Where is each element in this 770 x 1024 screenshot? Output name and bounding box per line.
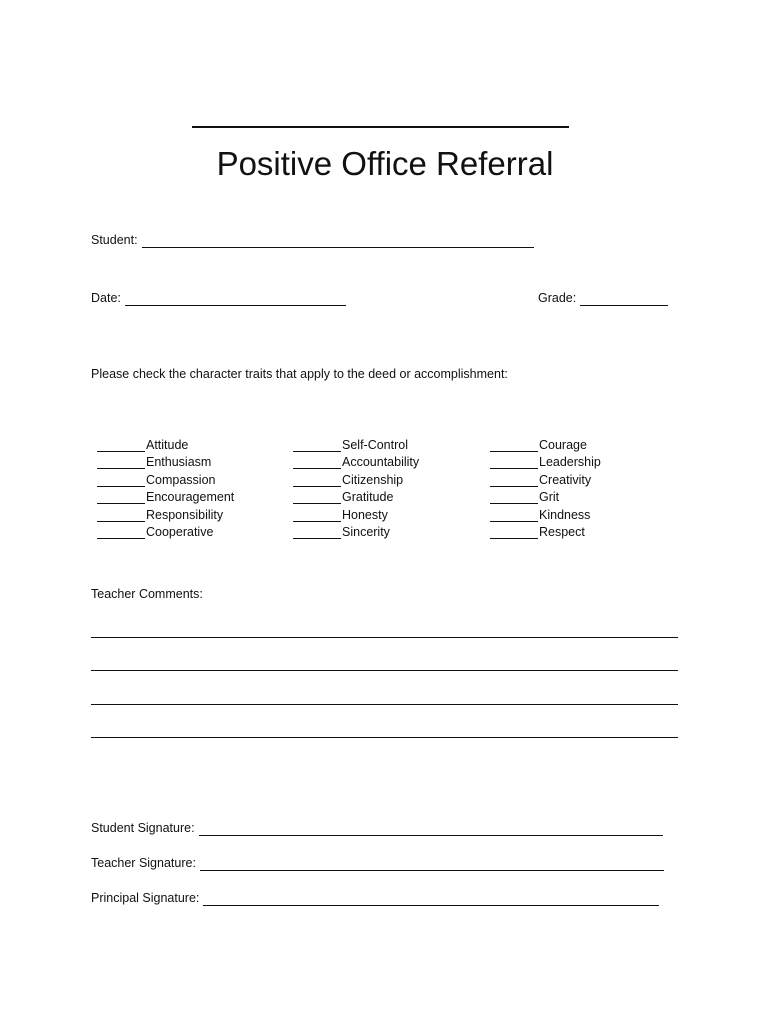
trait-check-line[interactable]	[97, 475, 145, 487]
grade-field	[538, 290, 668, 306]
trait-item	[97, 434, 234, 452]
trait-item	[293, 487, 419, 505]
trait-check-line[interactable]	[293, 527, 341, 539]
traits-column-1	[97, 434, 234, 539]
principal-signature-field	[91, 890, 659, 906]
student-field	[91, 232, 534, 248]
trait-check-line[interactable]	[490, 457, 538, 469]
trait-item	[293, 452, 419, 470]
date-input-line[interactable]	[125, 293, 346, 306]
trait-label: Honesty	[342, 507, 388, 522]
teacher-signature-field	[91, 855, 664, 871]
student-signature-line[interactable]	[199, 823, 663, 836]
trait-label: Respect	[539, 525, 585, 539]
trait-check-line[interactable]	[293, 475, 341, 487]
trait-item	[97, 469, 234, 487]
comment-line[interactable]	[91, 704, 678, 705]
trait-check-line[interactable]	[97, 510, 145, 522]
trait-label: Kindness	[539, 507, 591, 522]
trait-item	[293, 504, 419, 522]
trait-label: Cooperative	[146, 525, 214, 539]
trait-label: Compassion	[146, 472, 216, 487]
trait-label: Accountability	[342, 455, 420, 469]
student-signature-label: Student Signature:	[91, 821, 195, 835]
trait-label: Leadership	[539, 455, 601, 469]
trait-check-line[interactable]	[293, 492, 341, 504]
trait-item	[97, 504, 234, 522]
trait-label: Gratitude	[342, 490, 394, 504]
trait-item	[490, 452, 601, 470]
trait-label: Grit	[539, 490, 560, 504]
trait-check-line[interactable]	[293, 457, 341, 469]
teacher-signature-label: Teacher Signature:	[91, 856, 196, 870]
trait-label: Encouragement	[146, 490, 235, 504]
trait-item	[293, 434, 419, 452]
student-label: Student:	[91, 233, 138, 247]
date-field	[91, 290, 346, 306]
trait-check-line[interactable]	[490, 475, 538, 487]
trait-item	[97, 452, 234, 470]
trait-check-line[interactable]	[293, 510, 341, 522]
trait-label: Creativity	[539, 472, 592, 487]
trait-item	[293, 522, 419, 540]
teacher-comments-label: Teacher Comments:	[91, 587, 203, 601]
trait-item	[490, 504, 601, 522]
trait-label: Enthusiasm	[146, 455, 212, 469]
student-input-line[interactable]	[142, 235, 534, 248]
trait-check-line[interactable]	[490, 527, 538, 539]
trait-check-line[interactable]	[97, 440, 145, 452]
grade-label: Grade:	[538, 291, 577, 305]
trait-item	[97, 522, 234, 540]
trait-check-line[interactable]	[490, 440, 538, 452]
trait-label: Courage	[539, 437, 587, 452]
form-title: Positive Office Referral	[216, 145, 554, 182]
date-label: Date:	[91, 291, 121, 305]
trait-label: Citizenship	[342, 472, 404, 487]
comment-line[interactable]	[91, 737, 678, 738]
teacher-signature-line[interactable]	[200, 858, 664, 871]
principal-signature-label: Principal Signature:	[91, 891, 200, 905]
principal-signature-line[interactable]	[203, 893, 659, 906]
title-blank-line[interactable]	[192, 126, 569, 128]
trait-label: Self-Control	[342, 437, 408, 452]
trait-check-line[interactable]	[97, 527, 145, 539]
trait-item	[490, 522, 601, 540]
trait-check-line[interactable]	[490, 510, 538, 522]
traits-column-3	[490, 434, 601, 539]
trait-check-line[interactable]	[293, 440, 341, 452]
trait-item	[490, 487, 601, 505]
comment-line[interactable]	[91, 670, 678, 671]
grade-input-line[interactable]	[580, 293, 668, 306]
trait-item	[490, 469, 601, 487]
trait-check-line[interactable]	[490, 492, 538, 504]
traits-prompt: Please check the character traits that apply to the deed or accomplishment:	[91, 367, 508, 381]
trait-label: Responsibility	[146, 507, 224, 522]
trait-check-line[interactable]	[97, 492, 145, 504]
trait-item	[490, 434, 601, 452]
trait-item	[293, 469, 419, 487]
student-signature-field	[91, 820, 663, 836]
trait-label: Sincerity	[342, 525, 390, 539]
trait-item	[97, 487, 234, 505]
traits-column-2	[293, 434, 419, 539]
comment-line[interactable]	[91, 637, 678, 638]
trait-check-line[interactable]	[97, 457, 145, 469]
trait-label: Attitude	[146, 437, 189, 452]
